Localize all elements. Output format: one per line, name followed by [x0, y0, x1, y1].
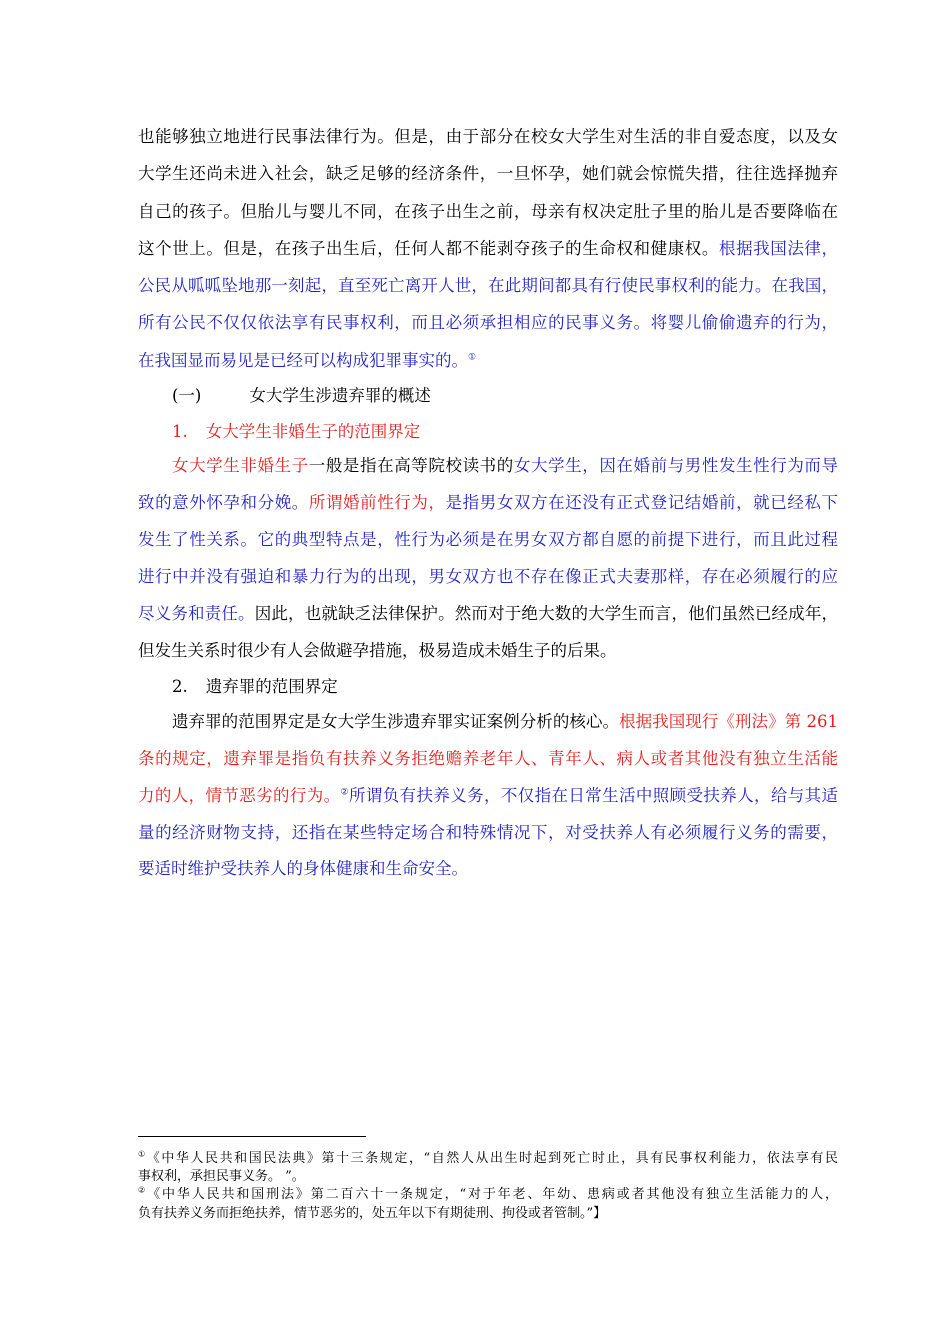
- footnote-2-line-2: 负有扶养义务而拒绝扶养，情节恶劣的，处五年以下有期徒刑、拘役或者管制。”】: [138, 1206, 607, 1221]
- p2-line-5: [138, 604, 838, 624]
- p3-line-2: 条的规定，遗弃罪是指负有扶养义务拒绝赡养老年人、青年人、病人或者其他没有独立生活能: [138, 749, 838, 768]
- p2-line-3: [138, 530, 838, 550]
- p2-line-2-a: 致的意外怀孕和分娩。: [138, 493, 309, 512]
- p2-line-2: [138, 493, 838, 513]
- footnote-ref-2[interactable]: ②: [340, 787, 349, 798]
- p3-line-1: [172, 712, 838, 732]
- p2-line-1: [172, 456, 838, 476]
- p1-line-1: 也能够独立地进行民事法律行为。但是，由于部分在校女大学生对生活的非自爱态度，以及女: [138, 127, 838, 146]
- footnote-1-line-2: 事权利，承担民事义务。 ”。: [138, 1169, 305, 1184]
- p1-line-2: 大学生还尚未进入社会，缺乏足够的经济条件，一旦怀孕，她们就会惊慌失措，往往选择抛弃: [138, 164, 838, 183]
- p3-line-3-a: 力的人，情节恶劣的行为。: [138, 786, 341, 805]
- subsection-heading-2-number: 2.: [172, 677, 188, 696]
- p2-line-3-a: 发生了性关系。: [138, 530, 258, 549]
- p2-line-1-text: 一般是指在高等院校读书的: [308, 456, 514, 475]
- subsection-heading-2: [172, 677, 572, 697]
- footnote-1-mark: ①: [138, 1150, 147, 1159]
- p1-line-7-text: 在我国显而易见是已经可以构成犯罪事实的。: [138, 351, 468, 370]
- p2-line-4: 进行中并没有强迫和暴力行为的出现，男女双方也不存在像正式夫妻那样，存在必须履行的应: [138, 567, 838, 586]
- p3-line-4: 量的经济财物支持，还指在某些特定场合和特殊情况下，对受扶养人有必须履行义务的需要，: [138, 823, 838, 842]
- p1-line-4-highlight: 根据我国法律，: [718, 239, 838, 258]
- footnote-1-text: 《中华人民共和国民法典》第十三条规定，“自然人从出生时起到死亡时止，具有民事权利能力，依法享有民: [146, 1151, 838, 1166]
- p2-line-2-b: 所谓婚前性行为，: [308, 493, 446, 512]
- p3-line-1-highlight: 根据我国现行《刑法》第 261: [619, 712, 838, 731]
- p3-line-1-text: 遗弃罪的范围界定是女大学生涉遗弃罪实证案例分析的核心。: [172, 712, 620, 731]
- subsection-heading-1-title: 女大学生非婚生子的范围界定: [205, 422, 421, 441]
- footnote-2-mark: ②: [138, 1186, 148, 1195]
- section-heading-1-number: (一): [172, 386, 202, 405]
- p1-line-4: [138, 239, 838, 259]
- footnote-2-text: 《中华人民共和国刑法》第二百六十一条规定，“对于年老、年幼、患病或者其他没有独立生活能力的人，: [147, 1187, 838, 1202]
- p1-line-5: 公民从呱呱坠地那一刻起，直至死亡离开人世，在此期间都具有行使民事权利的能力。在我国，: [138, 276, 838, 295]
- section-heading-1-title: 女大学生涉遗弃罪的概述: [249, 386, 431, 405]
- p2-line-3-b: 它的典型特点是，性行为必须是在男女双方都自愿的前提下进行，而且此过程: [257, 530, 838, 549]
- p1-line-7: [138, 351, 838, 371]
- p1-line-6: 所有公民不仅仅依法享有民事权利，而且必须承担相应的民事义务。将婴儿偷偷遗弃的行为，: [138, 313, 838, 332]
- p2-line-6: 但发生关系时很少有人会做避孕措施，极易造成未婚生子的后果。: [138, 641, 617, 660]
- footnote-separator: [138, 1136, 366, 1137]
- p3-line-3-b: 所谓负有扶养义务，不仅指在日常生活中照顾受扶养人，给与其适: [348, 786, 838, 805]
- p2-line-5-a: 尽义务和责任。: [138, 604, 255, 623]
- footnote-2-line-1: [138, 1186, 838, 1203]
- p3-line-3: [138, 786, 838, 806]
- p1-line-4-text: 这个世上。但是，在孩子出生后，任何人都不能剥夺孩子的生命权和健康权。: [138, 239, 719, 258]
- subsection-heading-1: [172, 422, 572, 442]
- subsection-heading-2-title: 遗弃罪的范围界定: [205, 677, 338, 696]
- p2-line-5-b: 因此，也就缺乏法律保护。然而对于绝大数的大学生而言，他们虽然已经成年，: [254, 604, 838, 623]
- section-heading-1: [172, 386, 572, 406]
- p1-line-3: 自己的孩子。但胎儿与婴儿不同，在孩子出生之前，母亲有权决定肚子里的胎儿是否要降临在: [138, 202, 838, 221]
- p3-line-5: 要适时维护受扶养人的身体健康和生命安全。: [138, 859, 468, 878]
- p2-line-2-c: 是指男女双方在还没有正式登记结婚前，就已经私下: [445, 493, 838, 512]
- p2-line-1-highlight: 女大学生，因在婚前与男性发生性行为而导: [513, 456, 838, 475]
- p2-term: 女大学生非婚生子: [172, 456, 309, 475]
- subsection-heading-1-number: 1.: [172, 422, 188, 441]
- footnote-ref-1[interactable]: ①: [468, 352, 477, 363]
- footnote-1-line-1: [138, 1150, 838, 1167]
